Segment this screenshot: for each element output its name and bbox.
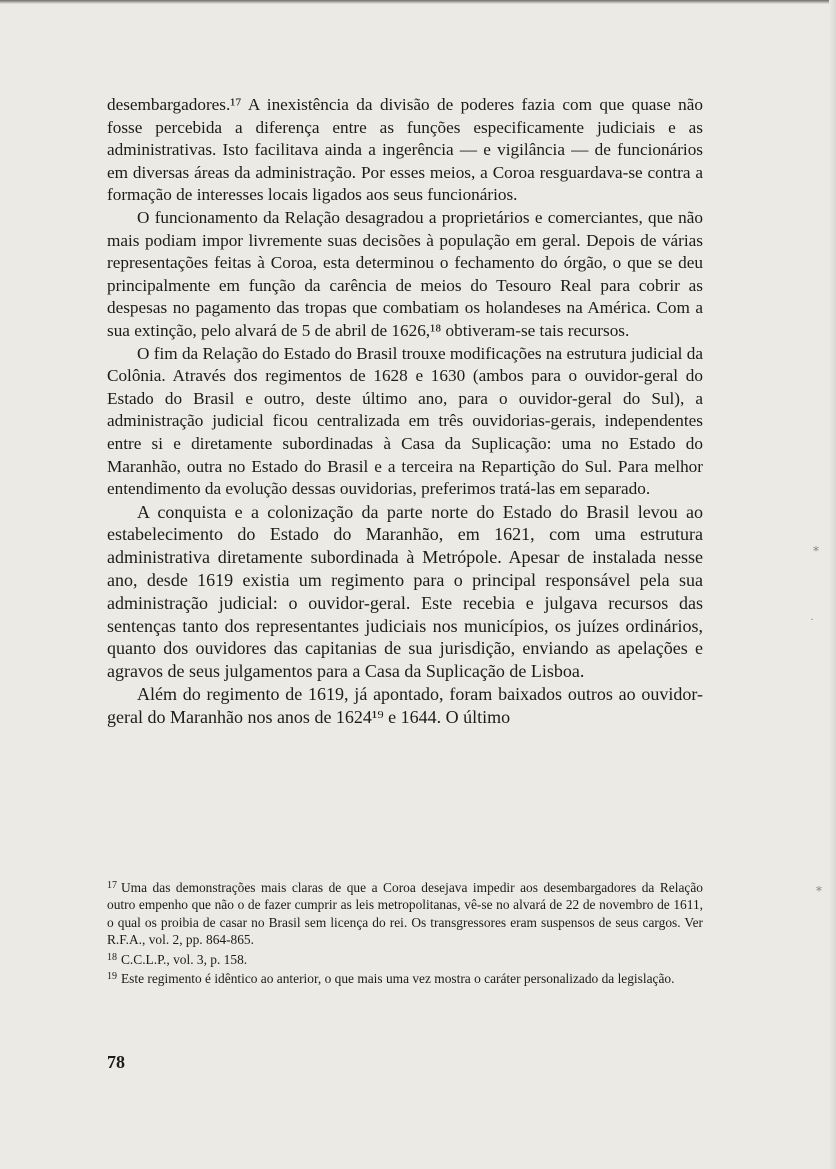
paragraph-5: Além do regimento de 1619, já apontado, foram baixados outros ao ouvidor-geral do Maranhão nos anos de 1624¹⁹ e 1644. O último [107, 684, 703, 727]
paragraph-4: A conquista e a colonização da parte norte do Estado do Brasil levou ao estabelecimento do Estado do Maranhão, em 1621, com uma estrutura administrativa diretamente subordinada à Metrópole. Apesar de instalada nesse ano, desde 1619 existia um regimento para o principal responsável pela sua administração judicial: o ouvidor-geral. Este recebia e julgava recursos das sentenças tanto dos representantes judiciais nos municípios, os juízes ordinários, quanto dos ouvidores das capitanias de sua jurisdição, enviando as apelações e agravos de seus julgamentos para a Casa da Suplicação de Lisboa. [107, 501, 703, 682]
footnote-text: Uma das demonstrações mais claras de que a Coroa desejava impedir aos desembargadores da Relação outro empenho que não o de fazer cumprir as leis metropolitanas, vê-se no alvará de 22 de novembro de 1611, o qual os proibia de casar no Brasil sem licença do rei. Os transgressores eram suspensos de seus cargos. Ver R.F.A., vol. 2, pp. 864-865. [107, 880, 703, 948]
footnote-mark: 19 [107, 971, 117, 983]
page-top-edge [0, 0, 836, 4]
margin-speck: ⁎ [813, 540, 819, 554]
footnote-mark: 17 [107, 880, 117, 891]
body-text [107, 94, 703, 729]
paragraph-1: desembargadores.¹⁷ A inexistência da divisão de poderes fazia com que quase não fosse percebida a diferença entre as funções especificamente judiciais e as administrativas. Isto facilitava ainda a ingerência — e vigilância — de funcionários em diversas áreas da administração. Por esses meios, a Coroa resguardava-se contra a formação de interesses locais ligados aos seus funcionários. [107, 95, 703, 205]
margin-speck: · [810, 612, 814, 626]
footnote-text: Este regimento é idêntico ao anterior, o que mais uma vez mostra o caráter personalizado da legislação. [121, 971, 675, 987]
margin-speck: ⁎ [816, 880, 822, 894]
paragraph-3: O fim da Relação do Estado do Brasil trouxe modificações na estrutura judicial da Colônia. Através dos regimentos de 1628 e 1630 (ambos para o ouvidor-geral do Estado do Brasil e outro, deste último ano, para o ouvidor-geral do Sul), a administração judicial ficou centralizada em três ouvidorias-gerais, independentes entre si e diretamente subordinadas à Casa da Suplicação: uma no Estado do Maranhão, outra no Estado do Brasil e a terceira na Repartição do Sul. Para melhor entendimento da evolução dessas ouvidorias, preferimos tratá-las em separado. [107, 343, 703, 499]
footnote-19 [107, 968, 703, 987]
page-number: 78 [107, 1052, 125, 1072]
footnote-17 [107, 877, 703, 949]
footnotes [107, 877, 703, 987]
page-right-edge [829, 0, 836, 1169]
footnote-text: C.C.L.P., vol. 3, p. 158. [121, 951, 248, 967]
footnote-18 [107, 949, 703, 968]
paragraph-2: O funcionamento da Relação desagradou a proprietários e comerciantes, que não mais podiam impor livremente suas decisões à população em geral. Depois de várias representações feitas à Coroa, esta determinou o fechamento do órgão, o que se deu principalmente em função da carência de meios do Tesouro Real para cobrir as despesas no pagamento das tropas que combatiam os holandeses na América. Com a sua extinção, pelo alvará de 5 de abril de 1626,¹⁸ obtiveram-se tais recursos. [107, 207, 703, 340]
footnote-mark: 18 [107, 951, 117, 963]
